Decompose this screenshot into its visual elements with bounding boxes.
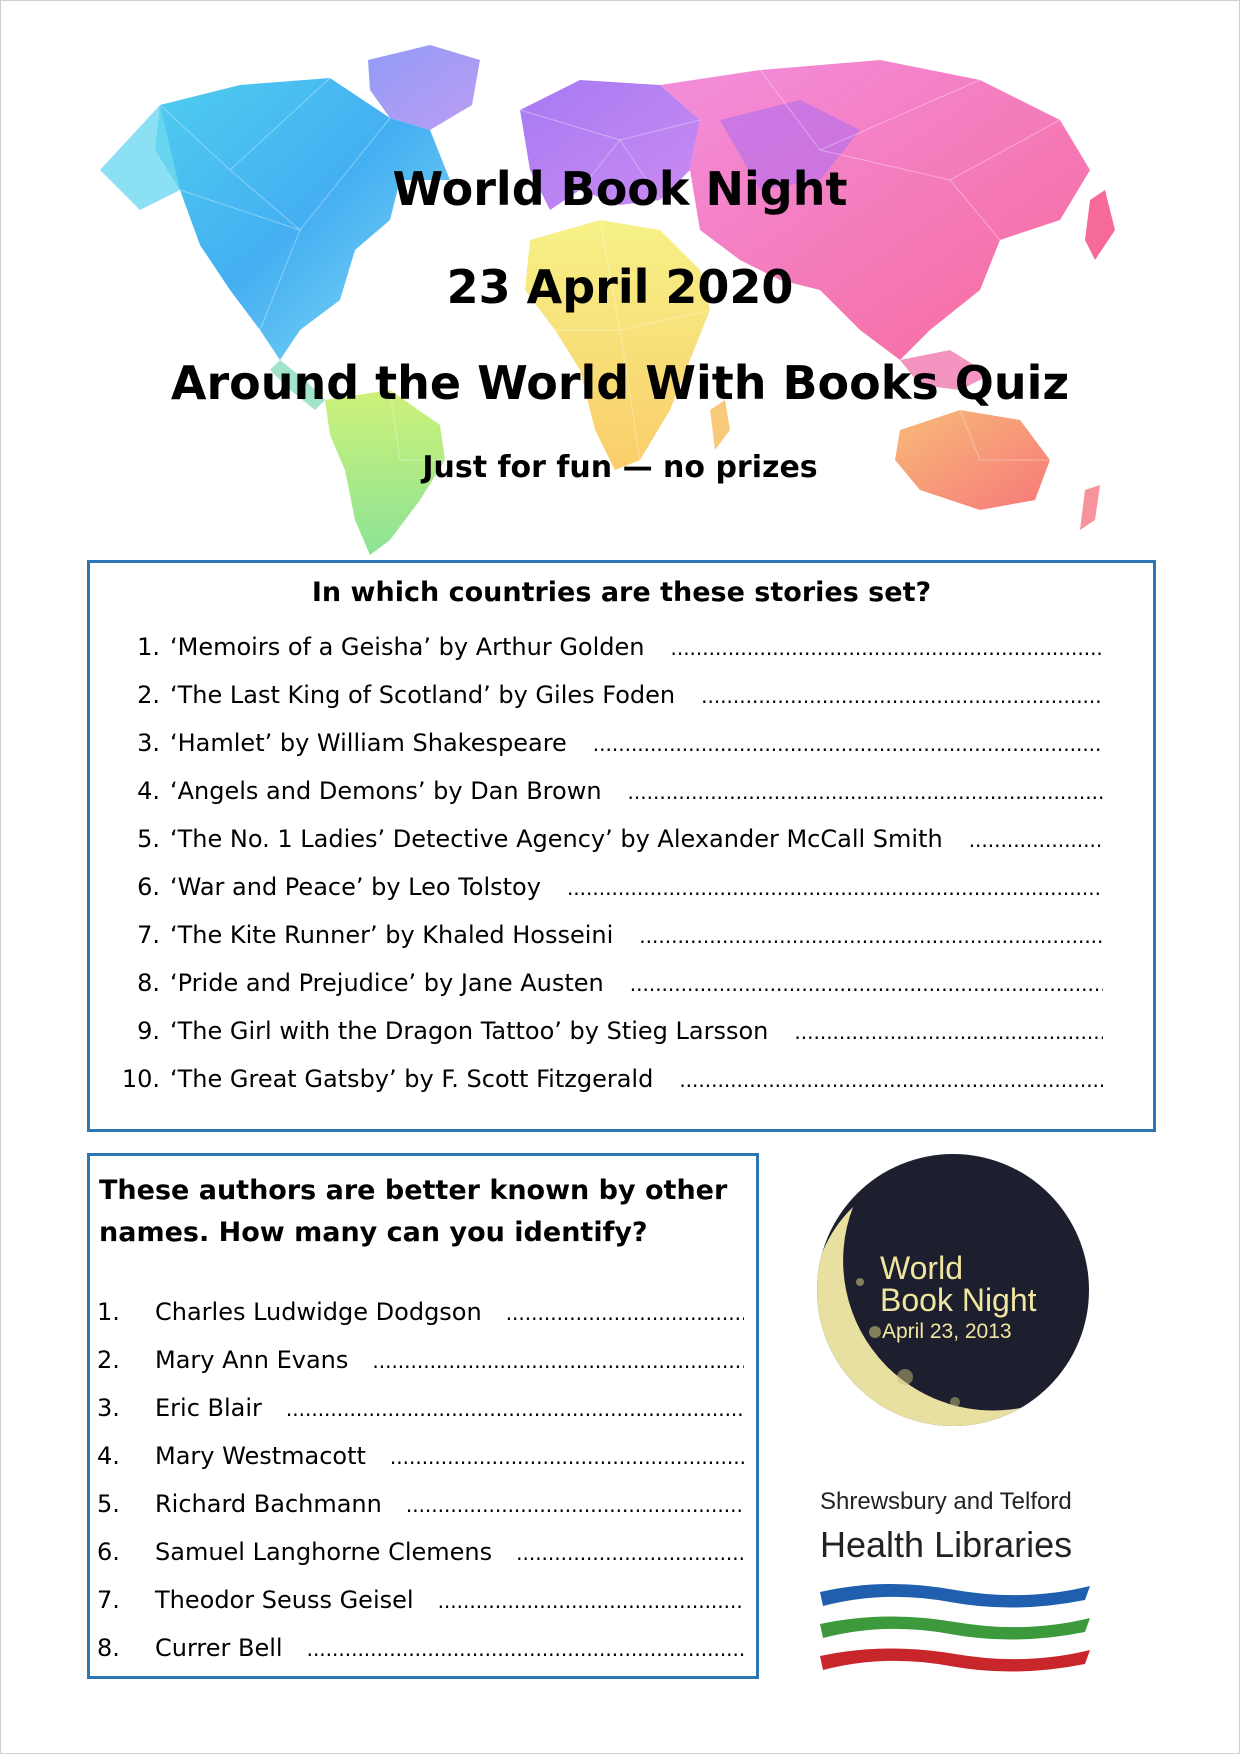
answer-line[interactable]: [567, 876, 1103, 900]
quiz-item-number: 4.: [137, 777, 160, 805]
quiz-item: [110, 1017, 1103, 1065]
authors-heading-line2: names. How many can you identify?: [99, 1217, 648, 1248]
author-item-text: Currer Bell: [155, 1634, 283, 1662]
author-item-text: Charles Ludwidge Dodgson: [155, 1298, 482, 1326]
author-item: [97, 1586, 744, 1630]
quiz-item: [110, 777, 1103, 825]
answer-line[interactable]: [307, 1637, 744, 1661]
answer-line[interactable]: [372, 1349, 744, 1373]
answer-line[interactable]: [406, 1493, 744, 1517]
answer-line[interactable]: [679, 1068, 1103, 1092]
answer-line[interactable]: [438, 1589, 744, 1613]
wbn-logo-line3: April 23, 2013: [882, 1320, 1012, 1343]
quiz-item: [110, 873, 1103, 921]
author-item-number: 5.: [97, 1490, 120, 1518]
quiz-item-text: ‘Angels and Demons’ by Dan Brown: [170, 777, 602, 805]
quiz-item: [110, 1065, 1103, 1113]
quiz-item-text: ‘Hamlet’ by William Shakespeare: [170, 729, 567, 757]
author-item: [97, 1634, 744, 1678]
author-item-number: 3.: [97, 1394, 120, 1422]
quiz-item-text: ‘The Great Gatsby’ by F. Scott Fitzgerald: [170, 1065, 654, 1093]
page-title: World Book Night: [392, 162, 848, 216]
author-item-text: Richard Bachmann: [155, 1490, 382, 1518]
wbn-logo-line1: World: [880, 1250, 963, 1286]
author-item-text: Mary Westmacott: [155, 1442, 366, 1470]
author-item-number: 4.: [97, 1442, 120, 1470]
quiz-item-number: 9.: [137, 1017, 160, 1045]
authors-quiz-box: [87, 1153, 759, 1679]
answer-line[interactable]: [630, 972, 1103, 996]
answer-line[interactable]: [286, 1397, 744, 1421]
answer-line[interactable]: [593, 732, 1103, 756]
quiz-item-text: ‘The Last King of Scotland’ by Giles Foden: [170, 681, 676, 709]
quiz-item: [110, 681, 1103, 729]
quiz-item-number: 5.: [137, 825, 160, 853]
quiz-item-text: ‘Pride and Prejudice’ by Jane Austen: [170, 969, 604, 997]
authors-heading-line1: These authors are better known by other: [99, 1175, 728, 1206]
author-item-number: 1.: [97, 1298, 120, 1326]
quiz-item: [110, 633, 1103, 681]
quiz-item-text: ‘The Kite Runner’ by Khaled Hosseini: [170, 921, 614, 949]
author-item-number: 7.: [97, 1586, 120, 1614]
answer-line[interactable]: [794, 1020, 1103, 1044]
countries-quiz-heading: In which countries are these stories set?: [311, 577, 932, 608]
author-item-text: Mary Ann Evans: [155, 1346, 349, 1374]
answer-line[interactable]: [628, 780, 1103, 804]
quiz-item-number: 6.: [137, 873, 160, 901]
library-logo-line2: Health Libraries: [820, 1524, 1073, 1565]
author-item: [97, 1394, 744, 1438]
answer-line[interactable]: [969, 828, 1103, 852]
author-item: [97, 1538, 744, 1582]
author-item-number: 2.: [97, 1346, 120, 1374]
author-item-text: Samuel Langhorne Clemens: [155, 1538, 493, 1566]
countries-quiz-box: [87, 560, 1156, 1132]
quiz-item-text: ‘The No. 1 Ladies’ Detective Agency’ by Alexander McCall Smith: [170, 825, 943, 853]
quiz-item-number: 8.: [137, 969, 160, 997]
author-item: [97, 1346, 744, 1390]
quiz-item: [110, 729, 1103, 777]
author-item: [97, 1490, 744, 1534]
quiz-item-text: ‘War and Peace’ by Leo Tolstoy: [170, 873, 541, 901]
event-date: 23 April 2020: [446, 260, 794, 314]
tricolor-waves-icon: [815, 1572, 1095, 1682]
answer-line[interactable]: [516, 1541, 744, 1565]
quiz-item-text: ‘Memoirs of a Geisha’ by Arthur Golden: [170, 633, 645, 661]
author-item-number: 8.: [97, 1634, 120, 1662]
quiz-item-number: 7.: [137, 921, 160, 949]
quiz-item-number: 2.: [137, 681, 160, 709]
answer-line[interactable]: [701, 684, 1103, 708]
answer-line[interactable]: [670, 636, 1103, 660]
answer-line[interactable]: [390, 1445, 744, 1469]
author-item-number: 6.: [97, 1538, 120, 1566]
author-item: [97, 1442, 744, 1486]
quiz-item-text: ‘The Girl with the Dragon Tattoo’ by Stieg Larsson: [170, 1017, 769, 1045]
quiz-item-number: 1.: [137, 633, 160, 661]
quiz-item-number: 10.: [121, 1065, 160, 1093]
wbn-logo-line2: Book Night: [880, 1282, 1037, 1318]
quiz-item: [110, 921, 1103, 969]
authors-quiz-heading: [99, 1170, 739, 1254]
author-item-text: Eric Blair: [155, 1394, 262, 1422]
quiz-item: [110, 969, 1103, 1017]
author-item: [97, 1298, 744, 1342]
library-logo-line1: Shrewsbury and Telford: [820, 1488, 1072, 1515]
tagline: Just for fun — no prizes: [422, 450, 818, 485]
quiz-item: [110, 825, 1103, 873]
author-item-text: Theodor Seuss Geisel: [155, 1586, 414, 1614]
answer-line[interactable]: [506, 1301, 744, 1325]
answer-line[interactable]: [639, 924, 1103, 948]
quiz-title: Around the World With Books Quiz: [170, 356, 1070, 410]
quiz-item-number: 3.: [137, 729, 160, 757]
